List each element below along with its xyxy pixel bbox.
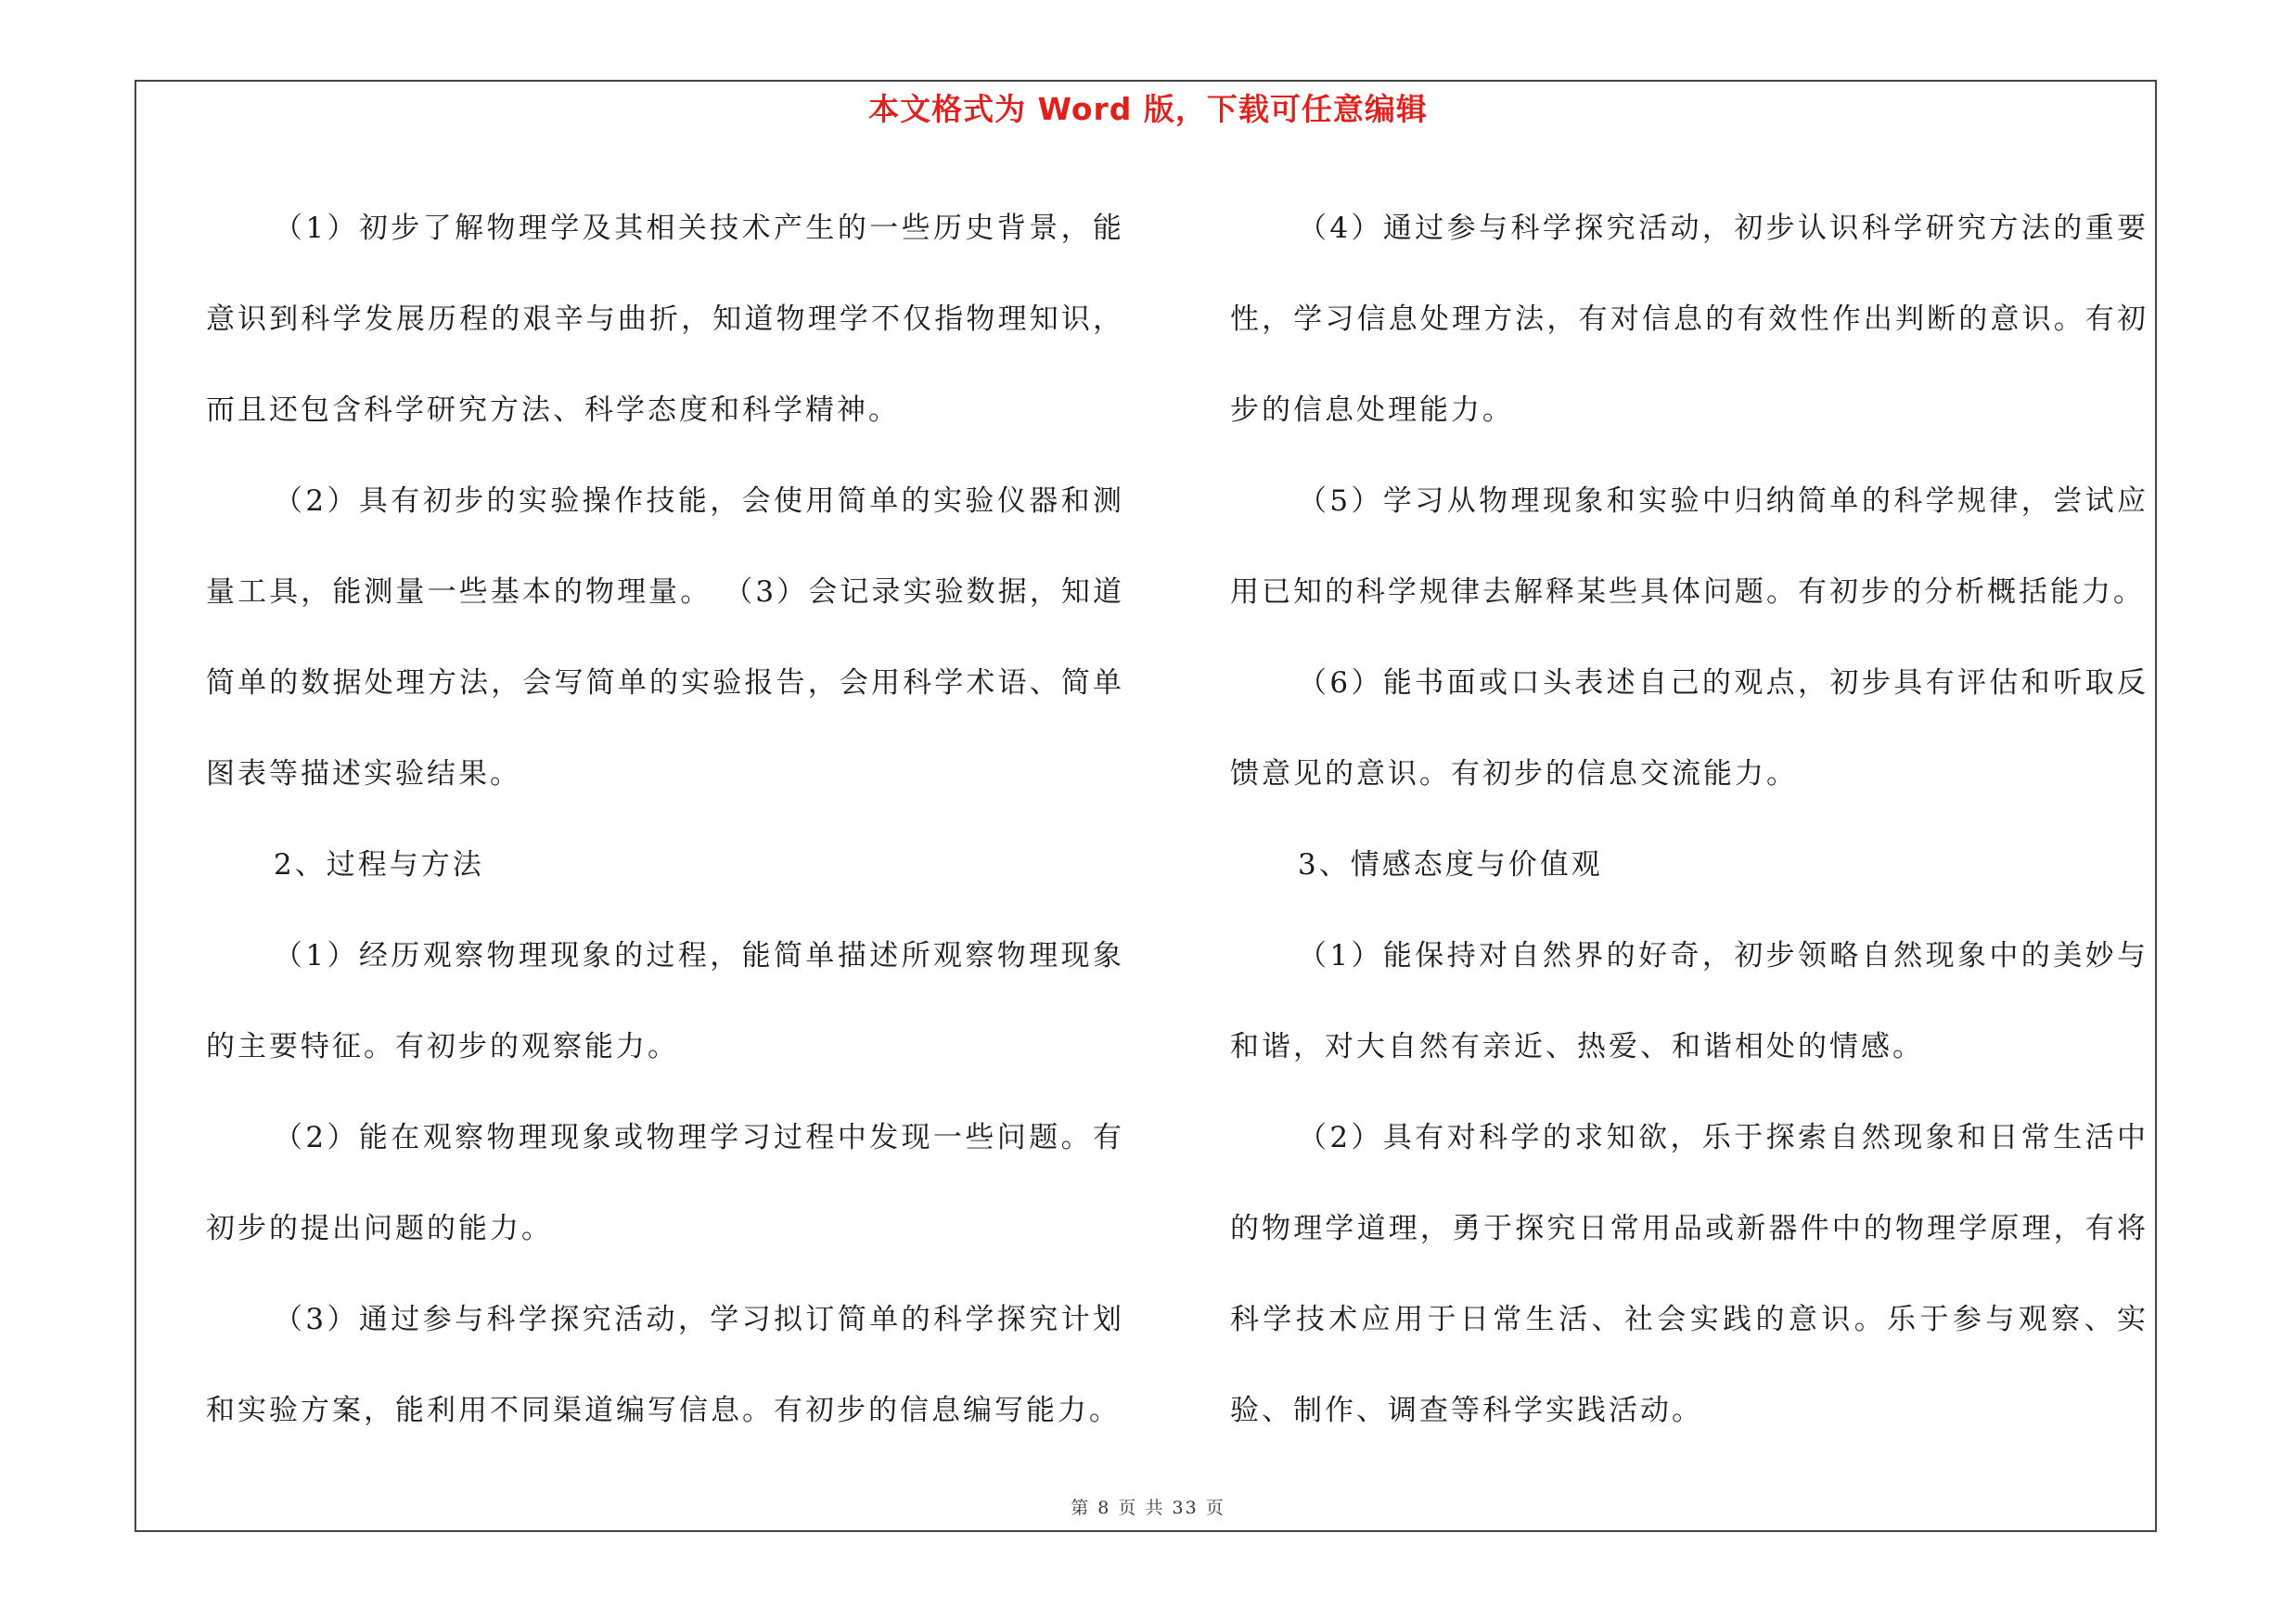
paragraph-process-4: （4）通过参与科学探究活动，初步认识科学研究方法的重要性，学习信息处理方法，有对信息的有效性作出判断的意识。有初步的信息处理能力。 xyxy=(1230,212,2148,427)
paragraph-attitude-2: （2）具有对科学的求知欲，乐于探索自然现象和日常生活中的物理学道理，勇于探究日常用品或新器件中的物理学原理，有将科学技术应用于日常生活、社会实践的意识。乐于参与观察、实验、制作、调查等科学实践活动。 xyxy=(1230,1121,2148,1427)
section-heading-attitude-values: 3、情感态度与价值观 xyxy=(1298,848,1603,882)
paragraph-process-5: （5）学习从物理现象和实验中归纳简单的科学规律，尝试应用已知的科学规律去解释某些具体问题。有初步的分析概括能力。 xyxy=(1230,484,2148,609)
page-number-footer: 第 8 页 共 33 页 xyxy=(1071,1498,1225,1518)
paragraph-process-2: （2）能在观察物理现象或物理学习过程中发现一些问题。有初步的提出问题的能力。 xyxy=(206,1121,1124,1245)
paragraph-attitude-1: （1）能保持对自然界的好奇，初步领略自然现象中的美妙与和谐，对大自然有亲近、热爱、和谐相处的情感。 xyxy=(1230,939,2148,1063)
format-banner: 本文格式为 Word 版，下载可任意编辑 xyxy=(868,91,1428,127)
paragraph-knowledge-2-3: （2）具有初步的实验操作技能，会使用简单的实验仪器和测量工具，能测量一些基本的物理量。 （3）会记录实验数据，知道简单的数据处理方法，会写简单的实验报告，会用科学术语、简单图表等描述实验结果。 xyxy=(206,484,1124,791)
paragraph-process-6: （6）能书面或口头表述自己的观点，初步具有评估和听取反馈意见的意识。有初步的信息交流能力。 xyxy=(1230,666,2148,791)
paragraph-knowledge-1: （1）初步了解物理学及其相关技术产生的一些历史背景，能意识到科学发展历程的艰辛与曲折，知道物理学不仅指物理知识，而且还包含科学研究方法、科学态度和科学精神。 xyxy=(206,212,1124,427)
section-heading-process-method: 2、过程与方法 xyxy=(274,848,484,882)
right-column xyxy=(1230,183,2148,1456)
paragraph-process-1: （1）经历观察物理现象的过程，能简单描述所观察物理现象的主要特征。有初步的观察能力。 xyxy=(206,939,1124,1063)
paragraph-process-3: （3）通过参与科学探究活动，学习拟订简单的科学探究计划和实验方案，能利用不同渠道编写信息。有初步的信息编写能力。 xyxy=(206,1303,1124,1427)
left-column xyxy=(206,183,1124,1456)
